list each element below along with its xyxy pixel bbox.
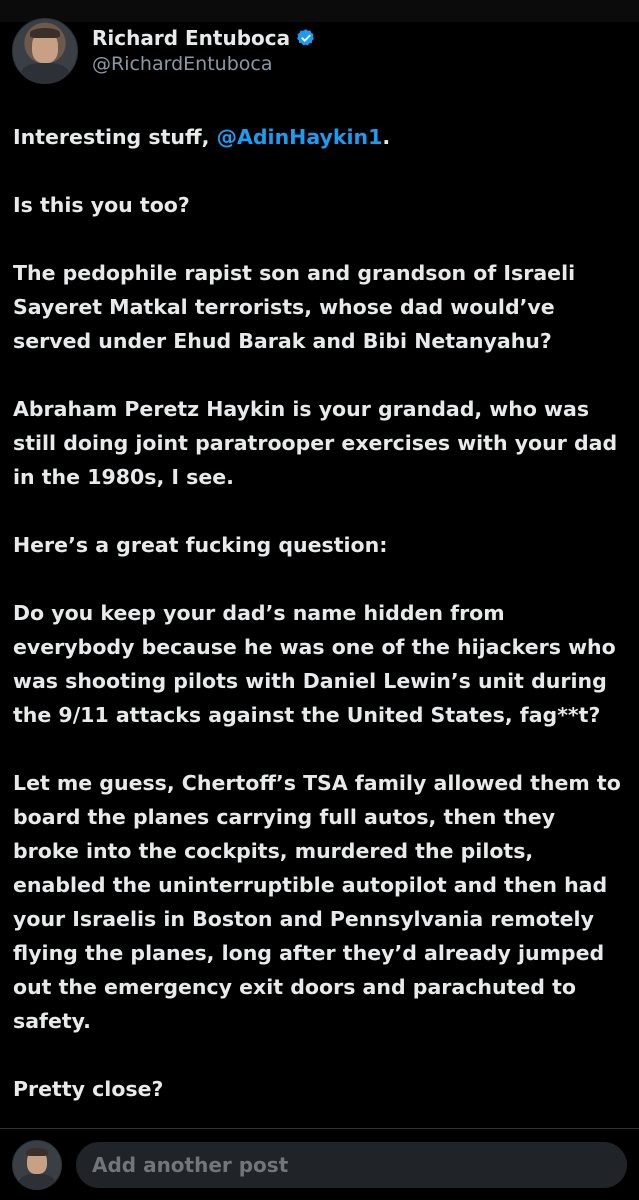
post-paragraph: Here’s a great fucking question: — [13, 533, 388, 557]
reply-composer — [12, 1140, 627, 1190]
add-post-input[interactable] — [76, 1142, 627, 1188]
author-text — [92, 25, 316, 77]
mention-link[interactable]: @AdinHaykin1 — [216, 125, 383, 149]
post-paragraph-intro — [13, 120, 627, 154]
add-post-placeholder: Add another post — [92, 1153, 289, 1177]
post-paragraph: Is this you too? — [13, 193, 190, 217]
post-paragraph: Pretty close? — [13, 1077, 164, 1101]
intro-text: Interesting stuff, — [13, 125, 217, 149]
verified-badge-icon — [296, 28, 316, 48]
post-paragraph: Let me guess, Chertoff’s TSA family allowed them to board the planes carrying full autos, then they broke into the cockpits, murdered the pilots, enabled the uninterruptible autopilot and then had your Israelis in Boston and Pennsylvania remotely flying the planes, long after they’d already jumped out the emergency exit doors and parachuted to safety. — [13, 771, 621, 1033]
author-avatar[interactable] — [12, 18, 78, 84]
author-handle[interactable]: @RichardEntuboca — [92, 53, 273, 75]
post-author[interactable] — [12, 18, 316, 84]
post-paragraph: The pedophile rapist son and grandson of Israeli Sayeret Matkal terrorists, whose dad would’ve served under Ehud Barak and Bibi Netanyahu? — [13, 261, 576, 353]
divider — [0, 1128, 639, 1129]
author-name[interactable]: Richard Entuboca — [92, 26, 291, 50]
author-name-line — [92, 25, 316, 51]
intro-suffix: . — [382, 125, 391, 149]
reply-avatar[interactable] — [12, 1140, 62, 1190]
post-paragraph: Do you keep your dad’s name hidden from everybody because he was one of the hijackers who was shooting pilots with Daniel Lewin’s unit during the 9/11 attacks against the United States, fag**t? — [13, 601, 616, 727]
post-body — [13, 120, 627, 1140]
post-paragraph: Abraham Peretz Haykin is your grandad, who was still doing joint paratrooper exercises with your dad in the 1980s, I see. — [13, 397, 618, 489]
